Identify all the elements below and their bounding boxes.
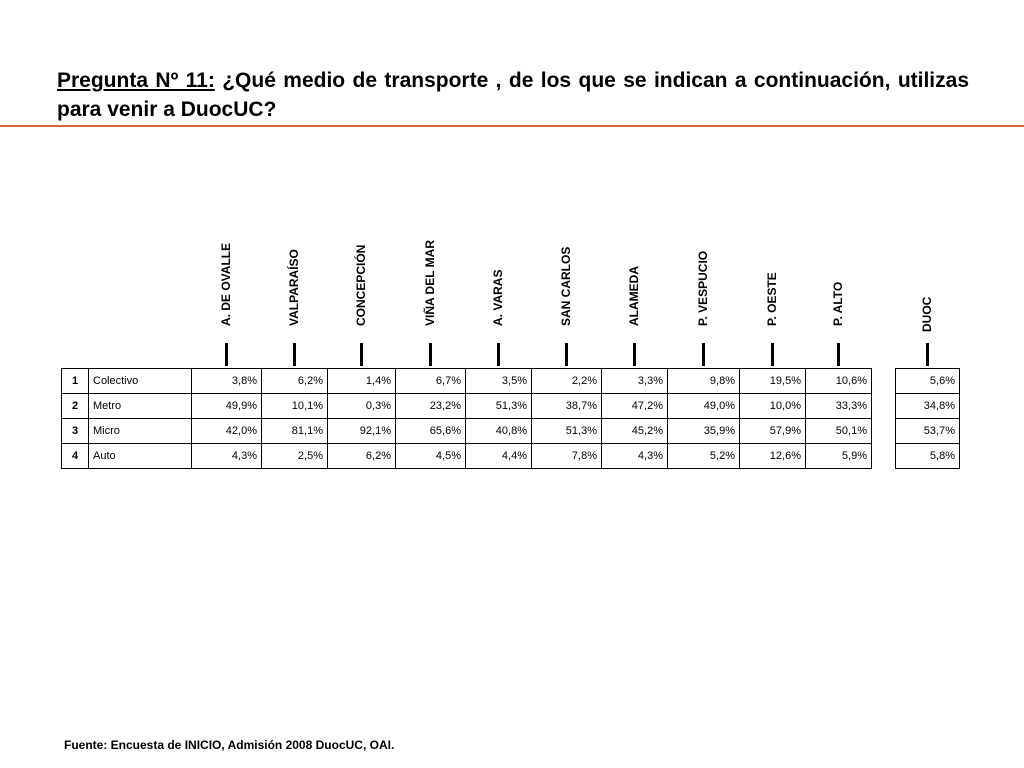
column-header-3: CONCEPCIÓN [354,244,368,326]
table-row [62,444,872,469]
row-number: 3 [62,419,89,444]
table-row [896,444,960,469]
table-cell: 3,8% [192,369,262,394]
table-cell: 2,2% [532,369,602,394]
table-cell: 2,5% [262,444,328,469]
column-header-4-tick [429,343,432,366]
table-cell: 5,2% [668,444,740,469]
table-cell: 10,0% [740,394,806,419]
table-row [62,419,872,444]
column-header-5: A. VARAS [491,269,505,326]
table-cell: 49,9% [192,394,262,419]
row-label: Colectivo [89,369,192,394]
table-cell: 10,6% [806,369,872,394]
table-cell: 6,2% [328,444,396,469]
duoc-summary-table [895,368,960,469]
column-header-6-tick [565,343,568,366]
column-header-1-tick [225,343,228,366]
question-label: Pregunta Nº 11: [57,69,215,92]
table-cell: 38,7% [532,394,602,419]
table-cell: 5,9% [806,444,872,469]
table-row [62,394,872,419]
duoc-cell: 5,6% [896,369,960,394]
source-note: Fuente: Encuesta de INICIO, Admisión 2008 DuocUC, OAI. [64,738,395,752]
column-header-10-tick [837,343,840,366]
table-cell: 6,2% [262,369,328,394]
column-header-6: SAN CARLOS [559,246,573,326]
table-row [896,419,960,444]
column-header-4: VIÑA DEL MAR [423,239,437,326]
column-header-9: P. OESTE [765,272,779,326]
table-cell: 51,3% [466,394,532,419]
column-header-2: VALPARAÍSO [287,249,301,326]
table-cell: 9,8% [668,369,740,394]
table-row [62,369,872,394]
table-cell: 40,8% [466,419,532,444]
question-text: ¿Qué medio de transporte , de los que se indican a continuación, utilizas para venir a DuocUC? [57,69,969,121]
table-cell: 12,6% [740,444,806,469]
transport-table [61,368,872,469]
page-title [57,66,969,124]
duoc-cell: 5,8% [896,444,960,469]
table-cell: 19,5% [740,369,806,394]
table-cell: 42,0% [192,419,262,444]
table-cell: 50,1% [806,419,872,444]
table-cell: 49,0% [668,394,740,419]
table-cell: 10,1% [262,394,328,419]
duoc-cell: 34,8% [896,394,960,419]
column-header-duoc: DUOC [920,296,934,332]
column-header-9-tick [771,343,774,366]
column-header-7-tick [633,343,636,366]
row-number: 1 [62,369,89,394]
table-cell: 6,7% [396,369,466,394]
table-cell: 33,3% [806,394,872,419]
table-cell: 4,3% [602,444,668,469]
title-divider [0,125,1024,127]
table-row [896,369,960,394]
table-cell: 7,8% [532,444,602,469]
row-number: 4 [62,444,89,469]
table-cell: 4,4% [466,444,532,469]
table-cell: 4,3% [192,444,262,469]
column-header-8: P. VESPUCIO [696,250,710,326]
table-cell: 0,3% [328,394,396,419]
table-cell: 45,2% [602,419,668,444]
row-number: 2 [62,394,89,419]
table-cell: 51,3% [532,419,602,444]
column-header-8-tick [702,343,705,366]
table-cell: 35,9% [668,419,740,444]
column-header-3-tick [360,343,363,366]
row-label: Metro [89,394,192,419]
column-header-2-tick [293,343,296,366]
table-cell: 47,2% [602,394,668,419]
table-cell: 3,5% [466,369,532,394]
row-label: Micro [89,419,192,444]
column-header-1: A. DE OVALLE [219,242,233,326]
row-label: Auto [89,444,192,469]
column-header-duoc-tick [926,343,929,366]
duoc-cell: 53,7% [896,419,960,444]
table-cell: 3,3% [602,369,668,394]
table-cell: 23,2% [396,394,466,419]
table-cell: 65,6% [396,419,466,444]
column-header-7: ALAMEDA [627,266,641,326]
table-row [896,394,960,419]
table-cell: 57,9% [740,419,806,444]
column-header-5-tick [497,343,500,366]
table-cell: 92,1% [328,419,396,444]
table-cell: 1,4% [328,369,396,394]
table-cell: 4,5% [396,444,466,469]
column-header-10: P. ALTO [831,281,845,326]
table-cell: 81,1% [262,419,328,444]
